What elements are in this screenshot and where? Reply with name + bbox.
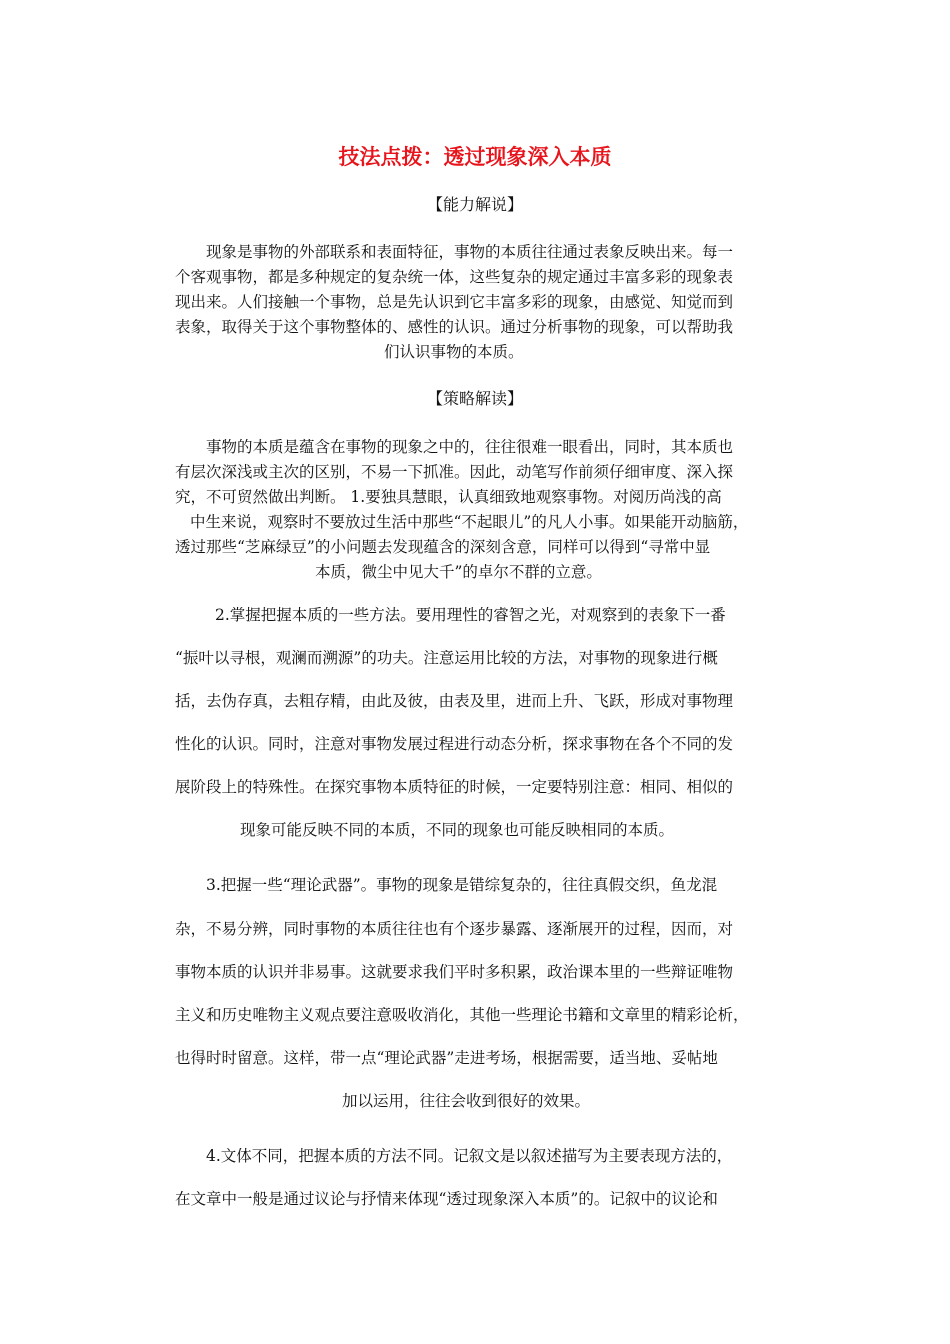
para3-line: 性化的认识。同时，注意对事物发展过程进行动态分析，探求事物在各个不同的发 [175, 735, 734, 753]
para4-line: 加以运用，往往会收到很好的效果。 [342, 1092, 591, 1110]
para3-line: 括，去伪存真，去粗存精，由此及彼，由表及里，进而上升、飞跃，形成对事物理 [175, 692, 734, 710]
para1-line: 个客观事物，都是多种规定的复杂统一体，这些复杂的规定通过丰富多彩的现象表 [175, 268, 734, 286]
para5-line: 在文章中一般是通过议论与抒情来体现“透过现象深入本质”的。记叙中的议论和 [175, 1190, 718, 1208]
para3-line: “振叶以寻根，观澜而溯源”的功夫。注意运用比较的方法，对事物的现象进行概 [175, 649, 718, 667]
para4-line: 主义和历史唯物主义观点要注意吸收消化，其他一些理论书籍和文章里的精彩论析， [175, 1006, 749, 1024]
heading-ability: 【能力解说】 [426, 195, 523, 214]
para5-line: 4.文体不同，把握本质的方法不同。记叙文是以叙述描写为主要表现方法的， [206, 1147, 733, 1165]
para4-line: 也得时时留意。这样，带一点“理论武器”走进考场，根据需要，适当地、妥帖地 [175, 1049, 718, 1067]
para3-line: 展阶段上的特殊性。在探究事物本质特征的时候，一定要特别注意：相同、相似的 [175, 778, 734, 796]
para2-line: 究，不可贸然做出判断。 1.要独具慧眼，认真细致地观察事物。对阅历尚浅的高 [175, 488, 722, 506]
para4-line: 杂，不易分辨，同时事物的本质往往也有个逐步暴露、逐渐展开的过程，因而，对 [175, 920, 734, 938]
para3-line: 现象可能反映不同的本质，不同的现象也可能反映相同的本质。 [240, 821, 675, 839]
para1-line: 表象，取得关于这个事物整体的、感性的认识。通过分析事物的现象，可以帮助我 [175, 318, 734, 336]
para3-line: 2.掌握把握本质的一些方法。要用理性的睿智之光，对观察到的表象下一番 [215, 606, 726, 624]
para2-line: 透过那些“芝麻绿豆”的小问题去发现蕴含的深刻含意，同样可以得到“寻常中显 [175, 538, 711, 556]
para1-line: 现象是事物的外部联系和表面特征，事物的本质往往通过表象反映出来。每一 [206, 243, 734, 261]
document-title: 技法点拨：透过现象深入本质 [338, 145, 612, 169]
heading-strategy: 【策略解读】 [426, 389, 523, 408]
para2-line: 本质，微尘中见大千”的卓尔不群的立意。 [315, 563, 602, 581]
para2-line: 中生来说，观察时不要放过生活中那些“不起眼儿”的凡人小事。如果能开动脑筋， [190, 513, 749, 531]
para1-line: 现出来。人们接触一个事物，总是先认识到它丰富多彩的现象，由感觉、知觉而到 [175, 293, 734, 311]
para2-line: 事物的本质是蕴含在事物的现象之中的，往往很难一眼看出，同时，其本质也 [206, 438, 734, 456]
para2-line: 有层次深浅或主次的区别，不易一下抓准。因此，动笔写作前须仔细审度、深入探 [175, 463, 734, 481]
para1-line: 们认识事物的本质。 [384, 343, 524, 361]
para4-line: 事物本质的认识并非易事。这就要求我们平时多积累，政治课本里的一些辩证唯物 [175, 963, 734, 981]
para4-line: 3.把握一些“理论武器”。事物的现象是错综复杂的，往往真假交织，鱼龙混 [206, 876, 718, 894]
